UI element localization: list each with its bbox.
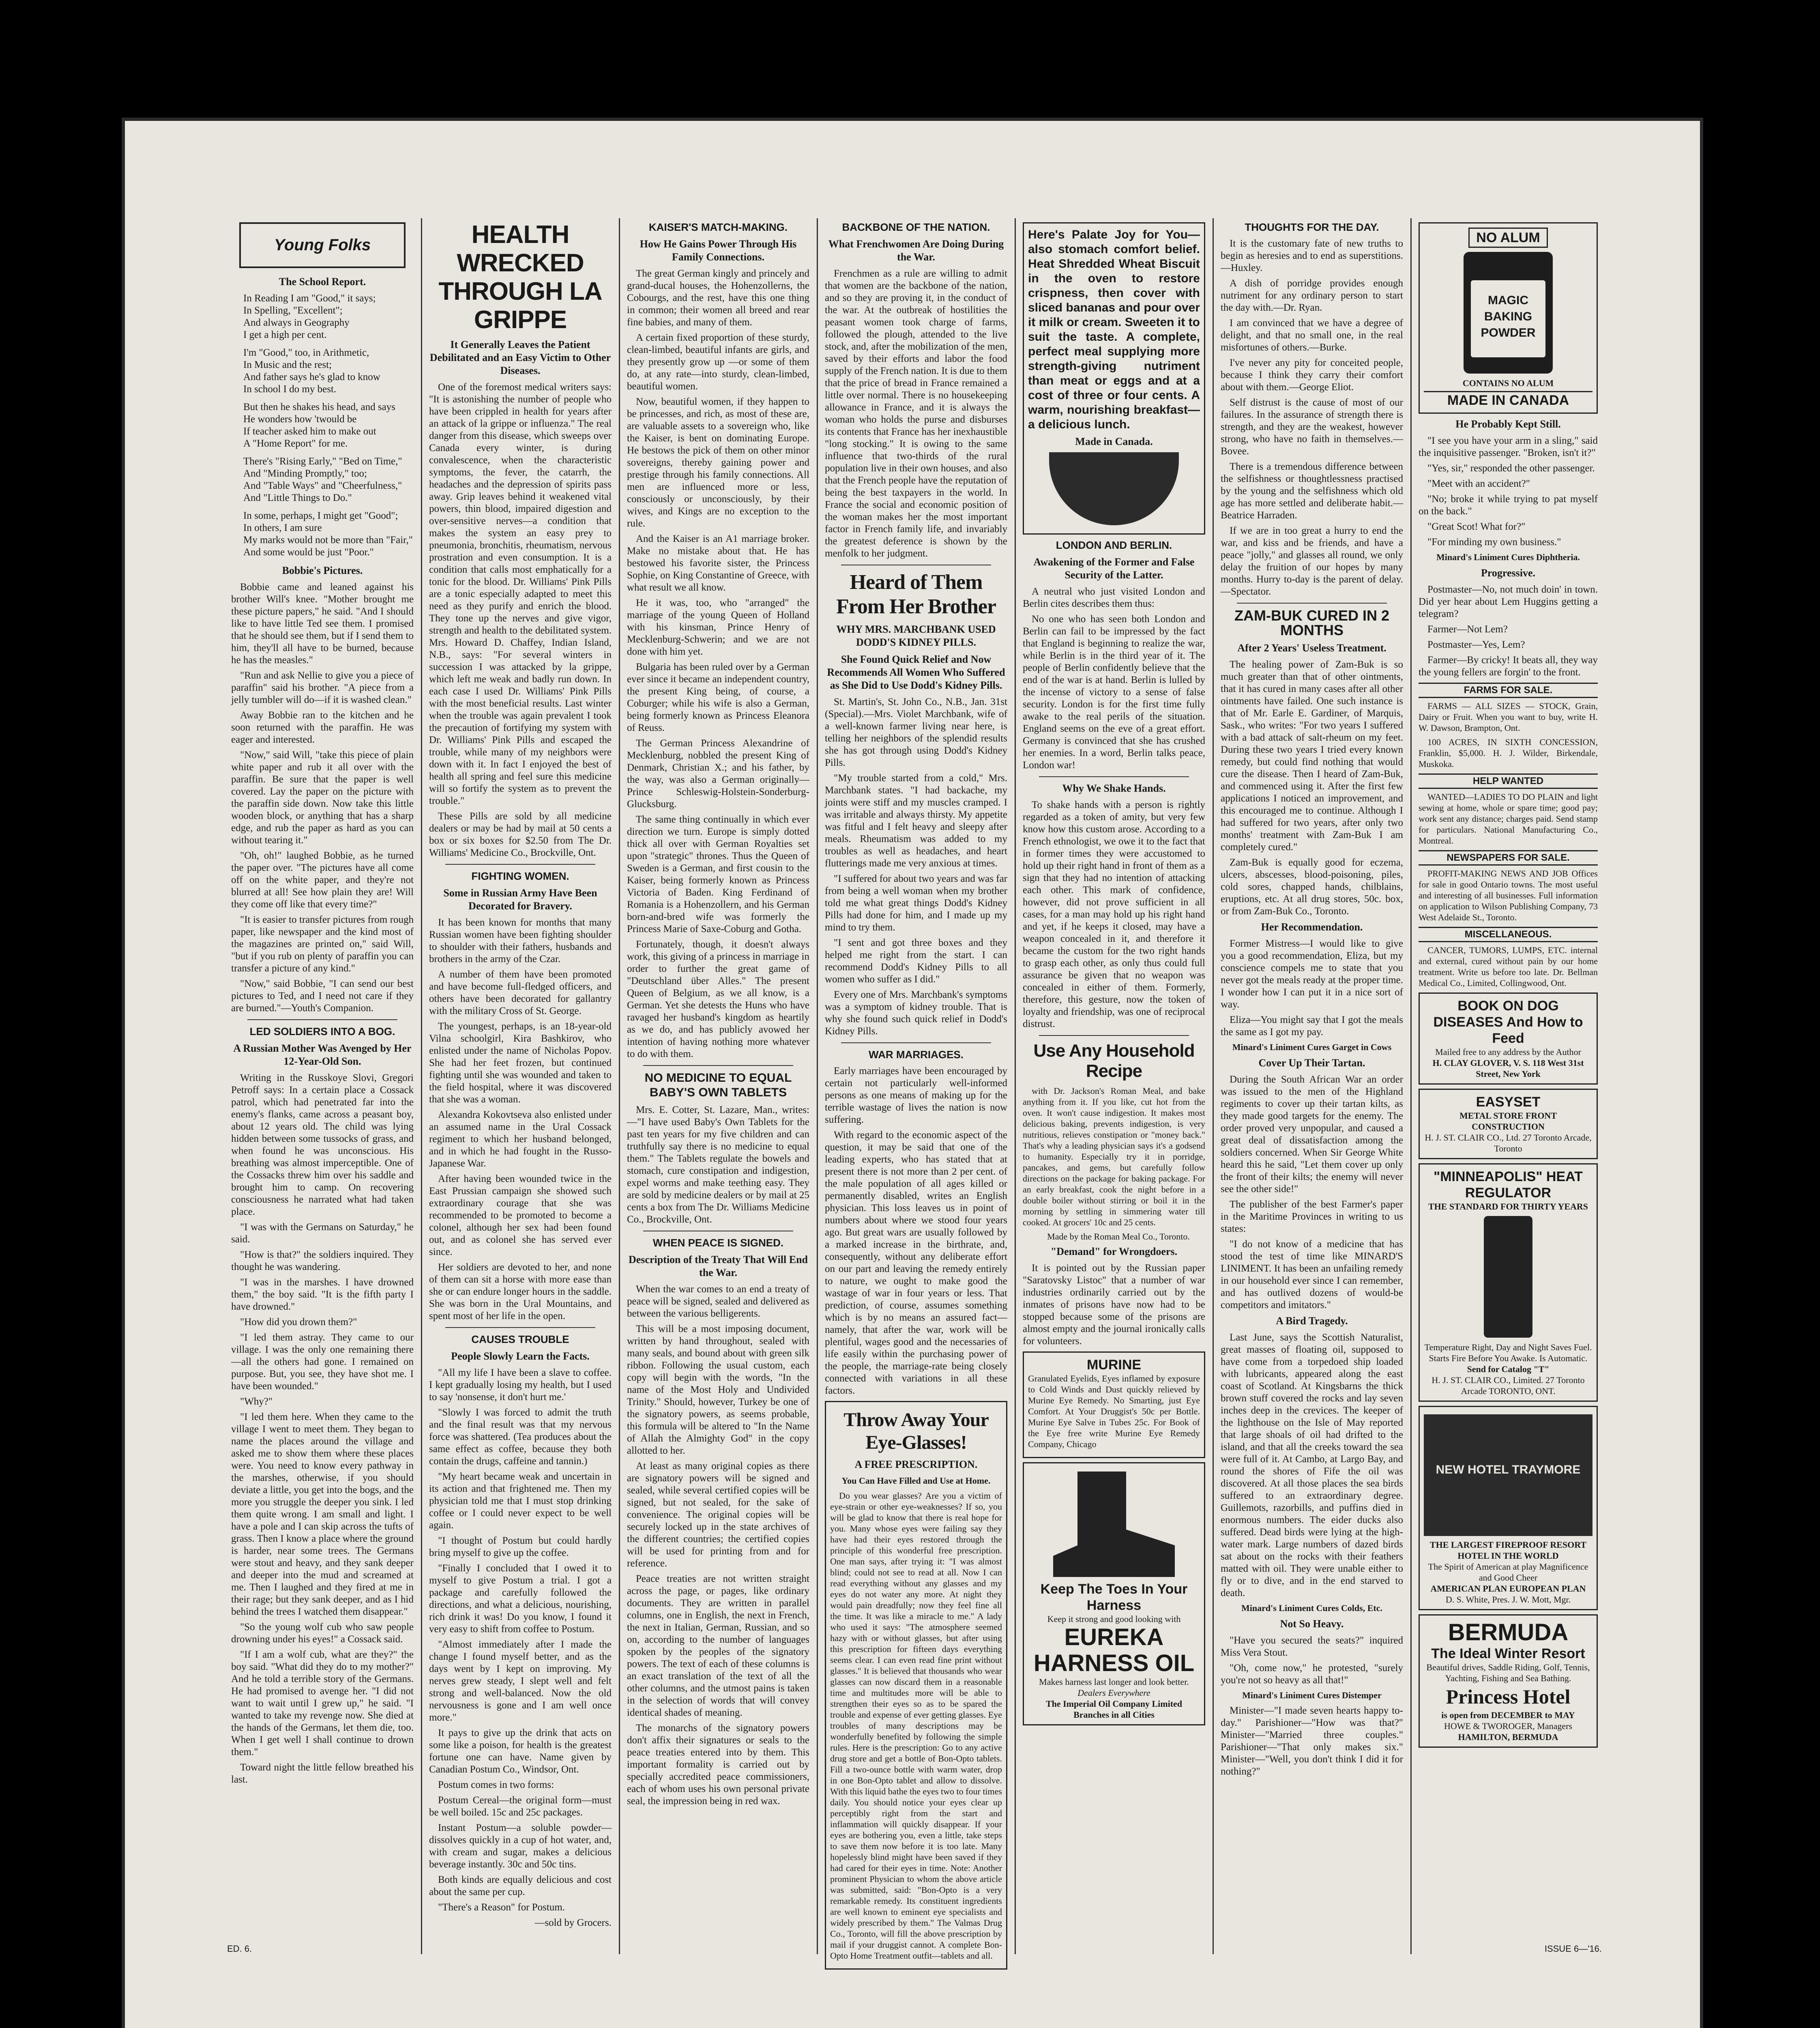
progressive-heading: Progressive. <box>1481 567 1536 579</box>
dodds-subheading: WHY MRS. MARCHBANK USED DODD'S KIDNEY PILLS. <box>836 623 996 648</box>
princess-hotel-season: is open from DECEMBER to MAY <box>1441 1710 1575 1720</box>
easyset-logo: EASYSET <box>1476 1094 1541 1110</box>
paragraph: After having been wounded twice in the East Prussian campaign she showed such extraordinary courage that she was recommended to be promoted to become a colonel, although her sex had been found out, and as colonel she has served ever since. <box>429 1173 612 1257</box>
column-kaiser <box>623 218 813 1954</box>
paragraph: Self distrust is the cause of most of our failures. In the assurance of strength there is strength, and they are the weakest, however strong, who have no faith in themselves.—Bovee. <box>1221 397 1403 457</box>
paragraph: "Now," said Bobbie, "I can send our best pictures to Ted, and I need not care if they are burned."—Youth's Companion. <box>231 978 414 1014</box>
backbone-heading: BACKBONE OF THE NATION. <box>842 221 990 233</box>
paragraph: A dish of porridge provides enough nutriment for any ordinary person to start the day with.—Dr. Ryan. <box>1221 278 1403 313</box>
paragraph: "All my life I have been a slave to coffee. I kept gradually losing my health, but I used to say 'nonsense, it don't hurt me.' <box>429 1367 612 1403</box>
minards-notice: Minard's Liniment Cures Colds, Etc. <box>1241 1603 1382 1613</box>
traymore-spirit: The Spirit of American at play Magnificence and Good Cheer <box>1428 1562 1588 1583</box>
classified-farms-heading: FARMS FOR SALE. <box>1419 683 1598 698</box>
paragraph: —sold by Grocers. <box>534 1917 612 1928</box>
paragraph: One of the foremost medical writers says: "It is astonishing the number of people who have been crippled in health for years after an attack of la grippe or influenza." The real danger from this disease, which sweeps over Canada every winter, is during convalescence, when the characteristic symptoms, the fever, the catarrh, the headaches and the depression of spirits pass away. Grip leaves behind it weakened vital powers, thin blood, impaired digestion and over-sensitive nerves—a condition that makes the system an easy prey to pneumonia, bronchitis, rheumatism, nervous prostration and even consumption. It is a condition that calls most emphatically for a tonic for the blood. Dr. Williams' Pink Pills are a tonic especially adapted to meet this need as they purify and enrich the blood. They tone up the nerves and give vigor, strength and health to the debilitated system. Mrs. Howard D. Chaffey, Indian Island, N.B., says: "For several winters in succession I was attacked by la grippe, which left me weak and badly run down. In each case I used Dr. Williams' Pink Pills with the most beneficial results. Last winter when the trouble was again prevalent I took the precaution of fortifying my system with Dr. Williams' Pink Pills and escaped the trouble, while many of my neighbors were down with it. In fact I enjoyed the best of health all spring and feel sure this medicine will so fortify the system as to prevent the trouble." <box>429 382 612 806</box>
column-rule <box>817 218 818 1954</box>
bermuda-ad <box>1419 1614 1598 1748</box>
paragraph: The great German kingly and princely and grand-ducal houses, the Hohenzollerns, the Cobourgs, and the rest, have this one thing in common; their women all breed and rear fine babies, and many of them. <box>627 268 809 328</box>
minneapolis-regulator-ad <box>1419 1163 1598 1402</box>
health-wrecked-headline: HEALTH WRECKED THROUGH LA GRIPPE <box>438 221 602 334</box>
column-ads <box>1414 218 1602 1954</box>
paragraph: "I led them astray. They came to our village. I was the only one remaining there—all the others had gone. I remained on purpose. But, you see, they have shot me. I have been wounded." <box>231 1332 414 1392</box>
thoughts-heading: THOUGHTS FOR THE DAY. <box>1245 221 1379 233</box>
paragraph: There is a tremendous difference between the selfishness or thoughtlessness practised by the young and the selfishness which old age has more settled and deliberate habit.—Beatrice Harraden. <box>1221 461 1403 521</box>
paragraph: Instant Postum—a soluble powder—dissolves quickly in a cup of hot water, and, with cream and sugar, makes a delicious beverage instantly. 30c and 50c tins. <box>429 1822 612 1870</box>
led-soldiers-subheading: A Russian Mother Was Avenged by Her 12-Year-Old Son. <box>233 1042 412 1067</box>
paragraph: No one who has seen both London and Berlin can fail to be impressed by the fact that England is beginning to realize the war, while Berlin is in the third year of it. The people of Berlin confidently believe that the end of the war is at hand. Berlin is lulled by the incense of victory to a sense of false security. London is for the first time fully awake to the real perils of the situation. England seems on the eve of a great effort. Germany is convinced that she has crushed her enemies. In a word, Berlin talks peace, London war! <box>1023 614 1205 771</box>
paragraph: Away Bobbie ran to the kitchen and he soon returned with the paraffin. He was eager and interested. <box>231 710 414 745</box>
bobbies-pictures-heading: Bobbie's Pictures. <box>282 565 363 576</box>
classified-newspapers-heading: NEWSPAPERS FOR SALE. <box>1419 850 1598 866</box>
paragraph: Every one of Mrs. Marchbank's symptoms was a symptom of kidney trouble. That is why she found such quick relief in Dodd's Kidney Pills. <box>825 989 1007 1037</box>
paragraph: During the South African War an order was issued to the men of the Highland regiments to cover up their tartan kilts, as they made good targets for the enemy. The order proved very unpopular, and caused a great deal of dissatisfaction among the soldiers concerned. When Sir George White heard this he said, "Let them cover up only the front of their kilts; the enemy will never see the other side!" <box>1221 1074 1403 1194</box>
magic-baking-powder-ad <box>1419 222 1598 414</box>
led-soldiers-heading: LED SOLDIERS INTO A BOG. <box>249 1025 395 1038</box>
paragraph: A neutral who just visited London and Berlin cites describes them thus: <box>1023 586 1205 609</box>
shredded-wheat-ad <box>1023 222 1205 535</box>
minneapolis-title: "MINNEAPOLIS" HEAT REGULATOR <box>1434 1169 1583 1201</box>
shredded-wheat-text: Here's Palate Joy for You—also stomach comfort belief. Heat Shredded Wheat Biscuit in the oven to restore crispness, then cover with sliced bananas and pour over it milk or cream. Sweeten it to suit the taste. A complete, perfect meal supplying more strength-giving nutriment than meat or eggs and at a cost of three or four cents. A warm, nourishing breakfast—a delicious lunch. <box>1028 228 1200 431</box>
paragraph: A certain fixed proportion of these sturdy, clean-limbed, beautiful infants are girls, and they presently grow up —or some of them do, at any rate—into sturdy, clean-limbed, beautiful women. <box>627 332 809 392</box>
paragraph: Early marriages have been encouraged by certain not particularly well-informed persons as one means of making up for the terrible wastage of lives the nation is now suffering. <box>825 1066 1007 1125</box>
traymore-plans: AMERICAN PLAN EUROPEAN PLAN <box>1430 1583 1586 1594</box>
paragraph: Postum Cereal—the original form—must be well boiled. 15c and 25c packages. <box>429 1795 612 1818</box>
paragraph: "I suffered for about two years and was far from being a well woman when my brother told me what great things Dodd's Kidney Pills had done for him, and I made up my mind to try them. <box>825 873 1007 933</box>
paragraph: Minister—"I made seven hearts happy to-day." Parishioner—"How was that?" Minister—"Married three couples." Parishioner—"That only makes six." Minister—"Well, you don't think I did it for nothing?" <box>1221 1705 1403 1777</box>
poem-verse: There's "Rising Early," "Bed on Time," And "Minding Promptly," too; And "Table Ways" and "Cheerfulness," And "Little Things to Do." <box>243 456 402 503</box>
bird-tragedy-heading: A Bird Tragedy. <box>1276 1315 1348 1327</box>
eureka-harness-oil-ad <box>1023 1462 1205 1725</box>
eureka-company: The Imperial Oil Company Limited <box>1045 1699 1183 1709</box>
eyeglasses-headline: Throw Away Your Eye-Glasses! <box>843 1409 989 1453</box>
paragraph: Toward night the little fellow breathed his last. <box>231 1762 414 1785</box>
bermuda-managers: HOWE & TWOROGER, Managers <box>1444 1721 1573 1731</box>
poem-verse: In Reading I am "Good," it says; In Spelling, "Excellent"; And always in Geography I get a high per cent. <box>243 293 376 340</box>
kaiser-heading: KAISER'S MATCH-MAKING. <box>648 221 788 233</box>
paragraph: The monarchs of the signatory powers don't affix their signatures or seals to the peace treaties entered into by them. This important formality is carried out by specially accredited peace commissioners, each of whom uses his own personal private seal, the impression being in red wax. <box>627 1723 809 1807</box>
babys-own-tablets-heading: NO MEDICINE TO EQUAL BABY'S OWN TABLETS <box>644 1071 792 1099</box>
bermuda-location: HAMILTON, BERMUDA <box>1458 1732 1558 1742</box>
paragraph: "Almost immediately after I made the change I found myself better, and as the days went by I kept on improving. My nerves grew steady, I slept well and felt strong and well-balanced. Now the old nervousness is gone and I am well once more." <box>429 1639 612 1723</box>
paragraph: St. Martin's, St. John Co., N.B., Jan. 31st (Special).—Mrs. Violet Marchbank, wife of a well-known farmer living near here, is telling her neighbors of the splendid results she has got through using Dodd's Kidney Pills. <box>825 696 1007 768</box>
health-subheading: It Generally Leaves the Patient Debilitated and an Easy Victim to Other Diseases. <box>429 339 611 376</box>
paragraph: These Pills are sold by all medicine dealers or may be had by mail at 50 cents a box or six boxes for $2.50 from The Dr. Williams' Medicine Co., Brockville, Ont. <box>429 811 612 858</box>
household-recipe-headline: Use Any Household Recipe <box>1033 1041 1195 1081</box>
paragraph: When the war comes to an end a treaty of peace will be signed, sealed and delivered as between the various belligerents. <box>627 1284 809 1319</box>
shake-hands-heading: Why We Shake Hands. <box>1062 782 1166 794</box>
paragraph: Zam-Buk is equally good for eczema, ulcers, abscesses, blood-poisoning, piles, cold sores, chapped hands, chilblains, eruptions, etc. At all drug stores, 50c. box, or from Zam-Buk Co., Toronto. <box>1221 857 1403 917</box>
easyset-company: H. J. ST. CLAIR CO., Ltd. 27 Toronto Arcade, Toronto <box>1425 1132 1592 1154</box>
paragraph: "It is easier to transfer pictures from rough paper, like newspaper and the kind most of the magazines are printed on," said Will, "but if you rub on plenty of paraffin you can transfer a picture of any kind." <box>231 914 414 974</box>
causes-trouble-subheading: People Slowly Learn the Facts. <box>451 1350 590 1362</box>
column-health <box>425 218 616 1954</box>
dodds-subheading-2: She Found Quick Relief and Now Recommends All Women Who Suffered as She Did to Use Dodd's Kidney Pills. <box>827 653 1005 691</box>
divider <box>1039 1035 1189 1036</box>
paragraph: "My heart became weak and uncertain in its action and that frightened me. Then my physician told me that I must stop drinking coffee or I could never expect to be well again. <box>429 1471 612 1531</box>
fighting-women-subheading: Some in Russian Army Have Been Decorated for Bravery. <box>443 887 597 912</box>
paragraph: Do you wear glasses? Are you a victim of eye-strain or other eye-weaknesses? If so, you will be glad to know that there is real hope for you. Many whose eyes were failing say they have had their eyes restored through the principle of this wonderful free prescription. One man says, after trying it: "I was almost blind; could not see to read at all. Now I can read everything without any glasses and my eyes do not water any more. At night they would pain dreadfully; now they feel fine all the time. It was like a miracle to me." A lady who used it says: "The atmosphere seemed hazy with or without glasses, but after using this prescription for fifteen days everything seems clear. I can even read fine print without glasses." It is believed that thousands who wear glasses can now discard them in a reasonable time and multitudes more will be able to strengthen their eyes so as to be spared the trouble and expense of ever getting glasses. Eye troubles of many descriptions may be wonderfully benefited by following the simple rules. Here is the prescription: Go to any active drug store and get a bottle of Bon-Opto tablets. Fill a two-ounce bottle with warm water, drop in one Bon-Opto tablet and allow to dissolve. With this liquid bathe the eyes two to four times daily. You should notice your eyes clear up perceptibly right from the start and inflammation will quickly disappear. If your eyes are bothering you, even a little, take steps to save them now before it is too late. Many hopelessly blind might have been saved if they had cared for their eyes in time. Note: Another prominent Physician to whom the above article was submitted, said: "Bon-Opto is a very remarkable remedy. Its constituent ingredients are well known to eminent eye specialists and widely prescribed by them." The Valmas Drug Co., Toronto, will fill the above prescription by mail if your druggist cannot. A complete Bon-Opto Home Treatment outfit—tablets and all. <box>830 1491 1002 1961</box>
eureka-branches: Branches in all Cities <box>1073 1710 1155 1720</box>
paragraph: "Meet with an accident?" <box>1427 478 1530 489</box>
school-report-heading: The School Report. <box>279 276 366 288</box>
classified-entry: CANCER, TUMORS, LUMPS, ETC. internal and external, cured without pain by our home treatment. Write us before too late. Dr. Bellman Medical Co., Limited, Collingwood, Ont. <box>1419 945 1598 988</box>
paragraph: "For minding my own business." <box>1427 537 1561 548</box>
classified-entry: PROFIT-MAKING NEWS AND JOB Offices for sale in good Ontario towns. The most useful and interesting of all businesses. Full information on application to Wilson Publishing Company, 73 West Adelaide St., Toronto. <box>1419 868 1598 922</box>
paragraph: To shake hands with a person is rightly regarded as a token of amity, but very few know how this custom arose. According to a French ethnologist, we owe it to the fact that in former times they were accustomed to hold up their right hand in front of them as a sign that they had no intention of attacking each other. This mark of confidence, however, did not prove sufficient in all cases, for a man may hold up his right hand and yet, if he keeps it closed, may have a weapon concealed in it, and therefore it became the custom for the two right hands to grasp each other, as only thus could full assurance be given that no weapon was concealed in either of them. Formerly, therefore, this gesture, now the token of loyalty and friendship, was one of reciprocal distrust. <box>1023 799 1205 1029</box>
paragraph: "My trouble started from a cold," Mrs. Marchbank states. "I had backache, my joints were stiff and my muscles cramped. I was irritable and always thirsty. My appetite was fitful and I felt heavy and sleepy after meals. Rheumatism was added to my troubles as well as headaches, and heart flutterings made me very anxious at times. <box>825 773 1007 869</box>
paragraph: Postmaster—Yes, Lem? <box>1427 639 1525 650</box>
paragraph: Made by the Roman Meal Co., Toronto. <box>1047 1231 1190 1242</box>
divider <box>445 864 595 865</box>
paragraph: Postmaster—No, not much doin' in town. Did yer hear about Lem Huggins getting a telegram? <box>1419 584 1598 619</box>
paragraph: And the Kaiser is an A1 marriage broker. Make no mistake about that. He has bestowed his favorite sister, the Princess Sophie, on King Constantine of Greece, with what result we all know. <box>627 533 809 593</box>
divider <box>1039 776 1189 777</box>
paragraph: "There's a Reason" for Postum. <box>438 1902 565 1913</box>
paragraph: With regard to the economic aspect of the question, it may be said that one of the leading experts, who has stated that at present there is not more than 2 per cent. of the male population of all ages killed or permanently disabled, writes an English physician. This loss leaves us in point of numbers about where we stood four years ago. But great wars are usually followed by a marked increase in the birthrate, and, consequently, without any deliberate effort on our part and leaving the remedy entirely to nature, we ought to make good the wastage of war in four years or less. That prediction, of course, assumes something which is by no means an assured fact—namely, that after the war, work will be plentiful, wages good and the necessaries of life easily within the purchasing power of the people, the marriage-rate being closely connected with variations in all these factors. <box>825 1130 1007 1396</box>
paragraph: "I do not know of a medicine that has stood the test of time like MINARD'S LINIMENT. It has been an unfailing remedy in our household ever since I can remember, and has outlived dozens of would-be competitors and imitators." <box>1221 1239 1403 1310</box>
london-berlin-heading: LONDON AND BERLIN. <box>1056 539 1172 551</box>
dog-diseases-mailed: Mailed free to any address by the Author <box>1435 1047 1581 1057</box>
classified-entry: FARMS — ALL SIZES — STOCK, Grain, Dairy or Fruit. When you want to buy, write H. W. Dawson, Brampton, Ont. <box>1419 701 1598 733</box>
eyeglasses-ad <box>825 1401 1007 1970</box>
paragraph: "Finally I concluded that I owed it to myself to give Postum a trial. I got a package and carefully followed the directions, and what a delicious, nourishing, rich drink it was! Do you know, I found it very easy to shift from coffee to Postum. <box>429 1563 612 1635</box>
paragraph: "Run and ask Nellie to give you a piece of paraffin" said his brother. "A piece from a jelly tumbler will do—if it is washed clean." <box>231 670 414 705</box>
paragraph: The youngest, perhaps, is an 18-year-old Vilna schoolgirl, Kira Bashkirov, who enlisted under the name of Nicholas Popov. She had her feet frozen, but continued fighting until she was wounded and taken to the field hospital, where it was discovered that she was a woman. <box>429 1021 612 1105</box>
poem-verse: In some, perhaps, I might get "Good"; In others, I am sure My marks would not be more than "Fair," And some would be just "Poor." <box>243 510 413 558</box>
bermuda-title: BERMUDA <box>1448 1619 1569 1646</box>
not-so-heavy-heading: Not So Heavy. <box>1280 1618 1344 1630</box>
paragraph: A number of them have been promoted and have become full-fledged officers, and others have been decorated for gallantry with the military Cross of St. George. <box>429 969 612 1016</box>
kept-still-heading: He Probably Kept Still. <box>1455 418 1561 430</box>
heard-of-them-headline: Heard of Them From Her Brother <box>836 571 996 618</box>
paragraph: "I was with the Germans on Saturday," he said. <box>231 1222 414 1245</box>
divider <box>643 1065 793 1066</box>
paragraph: Alexandra Kokovtseva also enlisted under an assumed name in the Ural Cossack regiment to which her husband belonged, and in which he had fought in the Russo-Japanese War. <box>429 1109 612 1169</box>
paragraph: I am convinced that we have a degree of delight, and that no small one, in the real misfortunes of others.—Burke. <box>1221 318 1403 353</box>
baking-powder-can-icon <box>1464 252 1553 374</box>
poem-verse: I'm "Good," too, in Arithmetic, In Music and the rest; And father says he's glad to know In school I do my best. <box>243 347 380 395</box>
paragraph: It is the customary fate of new truths to begin as heresies and to end as superstitions.—Huxley. <box>1221 238 1403 273</box>
paragraph: Postum comes in two forms: <box>438 1779 554 1790</box>
murine-text: Granulated Eyelids, Eyes inflamed by exposure to Cold Winds and Dust quickly relieved by Murine Eye Remedy. No Smarting, just Eye Comfort. At Your Druggist's 50c per Bottle. Murine Eye Salve in Tubes 25c. For Book of the Eye free write Murine Eye Remedy Company, Chicago <box>1028 1373 1200 1449</box>
thermostat-icon <box>1484 1216 1532 1338</box>
issue-number: ISSUE 6—'16. <box>1544 1944 1602 1954</box>
column-rule <box>421 218 422 1954</box>
easyset-product: METAL STORE FRONT CONSTRUCTION <box>1459 1111 1557 1132</box>
divider <box>247 1019 397 1020</box>
traymore-claim: THE LARGEST FIREPROOF RESORT HOTEL IN THE WORLD <box>1429 1540 1587 1561</box>
edition-number: ED. 6. <box>227 1944 252 1954</box>
divider <box>841 1042 991 1043</box>
classified-misc-heading: MISCELLANEOUS. <box>1419 927 1598 942</box>
minneapolis-standard: THE STANDARD FOR THIRTY YEARS <box>1428 1201 1588 1212</box>
paragraph: Frenchmen as a rule are willing to admit that women are the backbone of the nation, and so they are proving it, in the conduct of the war. At the outbreak of hostilities the peasant women took charge of farms, followed the plough, attended to the live stock, and, after the mobilization of the men, saved by their efforts and labor the food supply of the French nation. It is due to them that the price of bread in France remained a little over normal. There is no housekeeping allowance in France, and it is always the woman who holds the purse and disburses its contents that France has her inexhaustible "long stocking." It is owing to the same influence that two-thirds of the rural population live in their own houses, and also that the French people have the reputation of being the best taxpayers in the world. In France the social and economic position of the woman makes her the most important factor in French family life, and invariably the greatest deference is shown by the menfolk to her judgment. <box>825 268 1007 559</box>
paragraph: "If I am a wolf cub, what are they?" the boy said. "What did they do to my mother?" And he told a terrible story of the Germans. He had promised to avenge her. "I did not want to wait until I grew up," he said. "I wanted to take my revenge now. She died at the hands of the Germans, let them die, too. When I get well I shall continue to drown them." <box>231 1649 414 1757</box>
paragraph: Writing in the Russkoye Slovi, Gregori Petroff says: In a certain place a Cossack patrol, which had penetrated far into the enemy's flanks, came across a peasant boy, about 12 years old. The child was lying hidden between some tussocks of grass, and when found he was unconscious. His breathing was almost imperceptible. One of the Cossacks threw him over his saddle and brought him to camp. On recovering consciousness he narrated what had taken place. <box>231 1072 414 1217</box>
paragraph: Farmer—Not Lem? <box>1427 624 1508 635</box>
eureka-tagline: Keep The Toes In Your Harness <box>1040 1581 1188 1613</box>
paragraph: "How did you drown them?" <box>240 1317 357 1328</box>
made-in-canada: Made in Canada. <box>1075 436 1153 447</box>
fighting-women-heading: FIGHTING WOMEN. <box>471 870 569 882</box>
can-label: MAGIC BAKING POWDER <box>1471 280 1545 357</box>
paragraph: Last June, says the Scottish Naturalist, great masses of floating oil, supposed to have come from a torpedoed ship loaded with lubricants, appeared along the east coast of Scotland. At Kingsbarns the thick brown stuff covered the rocks and lay seven inches deep in the crevices. The keeper of the lighthouse on the Isle of May reported that large shoals of oil had drifted to the island, and that all the creeks toward the sea were full of it. At Cambo, at Largo Bay, and round the shores of Fife the oil was discovered. At all those places the sea birds suffered to an extraordinary degree. Guillemots, razorbills, and puffins died in enormous numbers. The eider ducks also suffered. Dead birds were lying at the high-water mark. Large numbers of dazed birds sat about on the rocks with their feathers matted with oil. They were unable either to fly or to dive, and in the end starved to death. <box>1221 1332 1403 1598</box>
paragraph: "I thought of Postum but could hardly bring myself to give up the coffee. <box>429 1535 612 1558</box>
paragraph: Peace treaties are not written straight across the page, or pages, like ordinary documents. They are written in parallel columns, one in English, the next in French, the next in Italian, German, Russian, and so on, according to the number of languages spoken by the peoples of the signatory powers. The text of each of these columns is an exact translation of the text of all the other columns, and the utmost pains is taken in the selection of words that will convey identical shades of meaning. <box>627 1573 809 1718</box>
classified-entry: WANTED—LADIES TO DO PLAIN and light sewing at home, whole or spare time; good pay; work sent any distance; charges paid. Send stamp for particulars. National Manufacturing Co., Montreal. <box>1419 792 1598 846</box>
column-backbone <box>821 218 1011 1961</box>
paragraph: The healing power of Zam-Buk is so much greater than that of other ointments, that it has cured in many cases after all other ointments have failed. One such instance is that of Mr. Earle E. Gardiner, of Marquis, Sask., who writes: "For two years I suffered with a bad attack of salt-rheum on my feet. During these two years I tried every known remedy, but could find nothing that would cure the disease. Then I heard of Zam-Buk, and commenced using it. After the first few applications I noticed an improvement, and this encouraged me to continue. Although I had suffered for two years, after only two months' treatment with Zam-Buk I am completely cured." <box>1221 659 1403 853</box>
causes-trouble-heading: CAUSES TROUBLE <box>471 1333 569 1345</box>
paragraph: This will be a most imposing document, written by hand throughout, sealed with many seals, and bound about with green silk ribbon. Following the usual custom, each copy will begin with the words, "In the name of the Most Holy and Undivided Trinity." Should, however, Turkey be one of the signatory powers, as seems probable, this formula will be altered to "In the Name of Allah the Almighty God" in the copy allotted to her. <box>627 1323 809 1456</box>
paragraph: Fortunately, though, it doesn't always work, this giving of a princess in marriage in order to further the great game of "Deutschland über Alles." The present Queen of Belgium, as we all know, is a German. Yet she detests the Huns who have ravaged her husband's kingdom as heartily as we do, and has publicly avowed her intention of having nothing more whatever to do with them. <box>627 939 809 1059</box>
dog-diseases-author: H. CLAY GLOVER, V. S. 118 West 31st Street, New York <box>1432 1058 1584 1079</box>
column-rule <box>619 218 620 1954</box>
kaiser-subheading: How He Gains Power Through His Family Connections. <box>640 238 797 263</box>
paragraph: Eliza—You might say that I got the meals the same as I got my pay. <box>1221 1014 1403 1038</box>
zam-buk-heading: ZAM-BUK CURED IN 2 MONTHS <box>1234 607 1389 638</box>
tartan-heading: Cover Up Their Tartan. <box>1258 1057 1365 1069</box>
paragraph: Both kinds are equally delicious and cost about the same per cup. <box>429 1874 612 1897</box>
paragraph: "Yes, sir," responded the other passenger. <box>1427 463 1595 474</box>
paragraph: Former Mistress—I would like to give you a good recommendation, Eliza, but my conscience compels me to state that you never got the meals ready at the proper time. I wonder how I can put it in a nice sort of way. <box>1221 938 1403 1010</box>
cereal-bowl-icon <box>1049 452 1179 525</box>
minneapolis-catalog: Send for Catalog "T" <box>1467 1364 1550 1374</box>
minards-notice: Minard's Liniment Cures Garget in Cows <box>1232 1042 1392 1052</box>
murine-ad <box>1023 1351 1205 1458</box>
bermuda-subtitle: The Ideal Winter Resort <box>1431 1646 1585 1661</box>
paragraph: It pays to give up the drink that acts on some like a poison, for health is the greatest fortune one can have. Name given by Canadian Postum Co., Windsor, Ont. <box>429 1727 612 1775</box>
paragraph: "How is that?" the soldiers inquired. They thought he was wandering. <box>231 1249 414 1272</box>
paragraph: "Oh, come now," he protested, "surely you're not so heavy as all that!" <box>1221 1663 1403 1686</box>
paragraph: "Now," said Will, "take this piece of plain white paper and rub it all over with the paraffin. Be sure that the paper is well covered. Lay the paper on the picture with the paraffin side down. Now take this little wooden block, or anything that has a sharp edge, and rub the paper as hard as you can without tearing it." <box>231 750 414 846</box>
minards-notice: Minard's Liniment Cures Diphtheria. <box>1436 552 1580 562</box>
paragraph: He it was, too, who "arranged" the marriage of the young Queen of Holland with his kinsman, Prince Henry of Mecklenburg-Schwerin; and we are not done with him yet. <box>627 597 809 657</box>
eureka-brand: EUREKA HARNESS OIL <box>1033 1624 1195 1676</box>
recommendation-heading: Her Recommendation. <box>1261 921 1363 933</box>
classified-entry: 100 ACRES, IN SIXTH CONCESSION, Franklin, $5,000. H. J. Wilder, Birkendale, Muskoka. <box>1419 737 1598 769</box>
free-prescription-subheading: You Can Have Filled and Use at Home. <box>841 1476 991 1486</box>
paragraph: Farmer—By cricky! It beats all, they way the young fellers are forgin' to the front. <box>1419 655 1598 678</box>
traymore-name: NEW HOTEL TRAYMORE <box>1436 1463 1581 1476</box>
hotel-building-image <box>1424 1414 1592 1536</box>
paragraph: The same thing continually in which ever direction we turn. Europe is simply dotted thick all over with German Royalties set upon "strategic" thrones. Thus the Queen of Sweden is a German, and first cousin to the Kaiser, being formerly known as Princess Victoria of Baden. King Ferdinand of Romania is a Hohenzollern, and his German born-and-bred wife was formerly the Princess Marie of Saxe-Coburg and Gotha. <box>627 814 809 935</box>
column-rule <box>1410 218 1412 1954</box>
war-marriages-heading: WAR MARRIAGES. <box>869 1048 964 1061</box>
paragraph: The German Princess Alexandrine of Mecklenburg, nobbled the present King of Denmark, Christian X.; and his father, by the way, was also a German originally—Prince Schleswig-Holstein-Sonderburg-Glucksburg. <box>627 738 809 810</box>
column-shredded-wheat <box>1019 218 1209 1954</box>
page-footer <box>227 1944 1602 1954</box>
column-rule <box>1015 218 1016 1954</box>
traymore-hotel-ad <box>1419 1406 1598 1610</box>
dog-diseases-title: BOOK ON DOG DISEASES And How to Feed <box>1433 998 1583 1046</box>
newspaper-page <box>227 218 1602 1961</box>
minneapolis-company: H. J. ST. CLAIR CO., Limited. 27 Toronto Arcade TORONTO, ONT. <box>1432 1375 1585 1396</box>
paragraph: Mrs. E. Cotter, St. Lazare, Man., writes:—"I have used Baby's Own Tablets for the past ten years for my five children and can truthfully say there is no medicine to equal them." The Tablets regulate the bowels and stomach, cure constipation and indigestion, expel worms and make teething easy. They are sold by medicine dealers or by mail at 25 cents a box from The Dr. Williams Medicine Co., Brockville, Ont. <box>627 1104 809 1225</box>
paragraph: At least as many original copies as there are signatory powers will be signed and sealed, while several certified copies will be signed, but not sealed, for the sake of convenience. The original copies will be securely locked up in the state archives of the different countries; the certified copies will be used for printing from and for reference. <box>627 1461 809 1569</box>
zam-buk-subheading: After 2 Years' Useless Treatment. <box>1237 642 1386 654</box>
paragraph: "Slowly I was forced to admit the truth and the final result was that my nervous force was shattered. (Tea produces about the same effect as coffee, because they both contain the drugs, caffeine and tannin.) <box>429 1407 612 1467</box>
paragraph: "Have you secured the seats?" inquired Miss Vera Stout. <box>1221 1635 1403 1658</box>
peace-signed-heading: WHEN PEACE IS SIGNED. <box>652 1237 784 1249</box>
column-rule <box>1213 218 1214 1954</box>
easyset-ad <box>1419 1089 1598 1159</box>
classified-help-heading: HELP WANTED <box>1419 773 1598 789</box>
traymore-management: D. S. White, Pres. J. W. Mott, Mgr. <box>1445 1594 1571 1605</box>
divider <box>1237 603 1387 604</box>
young-folks-title: Young Folks <box>239 222 406 268</box>
backbone-subheading: What Frenchwomen Are Doing During the War. <box>828 238 1004 263</box>
eureka-claim: Makes harness last longer and look better. <box>1039 1677 1189 1687</box>
free-prescription-heading: A FREE PRESCRIPTION. <box>854 1459 978 1470</box>
paragraph: I've never any pity for conceited people, because I think they carry their comfort about with them.—George Eliot. <box>1221 357 1403 393</box>
column-thoughts <box>1217 218 1407 1954</box>
murine-logo: MURINE <box>1086 1357 1142 1373</box>
paragraph: The publisher of the best Farmer's paper in the Maritime Provinces in writing to us states: <box>1221 1199 1403 1234</box>
paragraph: "Why?" <box>240 1396 273 1407</box>
paragraph: Bobbie came and leaned against his brother Will's knee. "Mother brought me these picture papers," he said. "And I should like to have little Ted see them. I promised that he should see them, but if I send them to him, they'll all have to be burned, because he has the measles." <box>231 582 414 666</box>
paragraph: "I was in the marshes. I have drowned them," the boy said. "It is the fifth party I have drowned." <box>231 1277 414 1312</box>
paragraph: It has been known for months that many Russian women have been fighting shoulder to shoulder with their fathers, husbands and brothers in the army of the Czar. <box>429 917 612 965</box>
princess-hotel: Princess Hotel <box>1446 1685 1571 1708</box>
divider <box>445 1327 595 1328</box>
paragraph: with Dr. Jackson's Roman Meal, and bake anything from it. If you like, cut hot from the oven. It won't cause indigestion. It makes most delicious baking, prevents indigestion, is very nutritious, relieves constipation or "money back." That's why a leading physician says it's a godsend to humanity. Especially try it in porridge, pancakes, and gems, but carefully follow directions on the package for baking package. For an early breakfast, cook the night before in a double boiler without stirring or boil it in the morning by settling in simmering water till cooked. At grocers' 10c and 25 cents. <box>1023 1086 1205 1227</box>
paragraph: "So the young wolf cub who saw people drowning under his eyes!" a Cossack said. <box>231 1622 414 1645</box>
peace-signed-subheading: Description of the Treaty That Will End the War. <box>628 1254 808 1278</box>
no-alum-label: NO ALUM <box>1468 228 1547 248</box>
minneapolis-claims: Temperature Right, Day and Night Saves Fuel. Starts Fire Before You Awake. Is Automatic. <box>1424 1342 1592 1363</box>
newspaper-sheet <box>122 118 1703 2028</box>
paragraph: Bulgaria has been ruled over by a German ever since it became an independent country, the present King being, of course, a Coburger; while his wife is also a German, being formerly known as Princess Eleanora of Reuss. <box>627 662 809 733</box>
paragraph: "I see you have your arm in a sling," said the inquisitive passenger. "Broken, isn't it?" <box>1419 435 1598 458</box>
bermuda-activities: Beautiful drives, Saddle Riding, Golf, Tennis, Yachting, Fishing and Sea Bathing. <box>1426 1662 1590 1683</box>
paragraph: "I led them here. When they came to the village I went to meet them. They began to name the places around the village and asked me to show them where these places were. You need to know every pathway in the marshes, otherwise, if you should deviate a little, you get into the bogs, and the more you struggle the deeper you sink. I led them quite wrong. I am small and light. I have a pole and I can skip across the tufts of grass. Then I know a place where the ground is harder, near some trees. The Germans were stout and heavy, and they sank deeper and deeper into the mud and screamed at me. Then I laughed and they fired at me in their rage; but they sank deeper, and as I hid behind the trees I watched them disappear." <box>231 1411 414 1617</box>
contains-no-alum: CONTAINS NO ALUM <box>1462 378 1554 388</box>
paragraph: "I sent and got three boxes and they helped me right from the start. I can recommend Dodd's Kidney Pills to all women who suffer as I did." <box>825 937 1007 985</box>
dog-diseases-ad <box>1419 993 1598 1085</box>
paragraph: If we are in too great a hurry to end the war, and kiss and be friends, and have a peace "jolly," and glasses all round, we only delay the fruition of our hopes by many months. Hurry to-day is the parent of delay.—Spectator. <box>1221 525 1403 597</box>
eureka-subline: Keep it strong and good looking with <box>1047 1614 1181 1624</box>
paragraph: It is pointed out by the Russian paper "Saratovsky Listoc" that a number of war industries ordinarily carried out by the inmates of prisons have now had to be stopped because some of the prisons are almost empty and the journal ironically calls for volunteers. <box>1023 1263 1205 1347</box>
minards-notice: Minard's Liniment Cures Distemper <box>1242 1690 1382 1700</box>
london-berlin-subheading: Awakening of the Former and False Security of the Latter. <box>1033 556 1195 581</box>
paragraph: "No; broke it while trying to pat myself on the back." <box>1419 494 1598 517</box>
column-young-folks <box>227 218 418 1954</box>
poem-verse: But then he shakes his head, and says He wonders how 'twould be If teacher asked him to make out A "Home Report" for me. <box>243 402 395 449</box>
eureka-dealers: Dealers Everywhere <box>1077 1688 1150 1698</box>
paragraph: "Great Scot! What for?" <box>1427 521 1526 532</box>
paragraph: Now, beautiful women, if they happen to be princesses, and rich, as most of these are, are valuable assets to a sovereign who, like the Kaiser, is bent on dominating Europe. He bestows the pick of them on other minor sovereigns, thereby gaining power and prestige through his family connections. All men are influenced more or less, consciously or unconsciously, by their wives, and Kings are no exception to the rule. <box>627 396 809 529</box>
boot-icon <box>1053 1472 1175 1577</box>
made-in-canada-label: MADE IN CANADA <box>1424 391 1592 408</box>
demand-heading: "Demand" for Wrongdoers. <box>1050 1246 1178 1257</box>
paragraph: "Oh, oh!" laughed Bobbie, as he turned the paper over. "The pictures have all come off on the white paper, and they're not blurred at all! See how plain they are! Will they come off like that every time?" <box>231 850 414 910</box>
paragraph: Her soldiers are devoted to her, and none of them can sit a horse with more ease than she or can endure longer hours in the saddle. She was born in the Ural Mountains, and spent most of her life in the open. <box>429 1262 612 1321</box>
